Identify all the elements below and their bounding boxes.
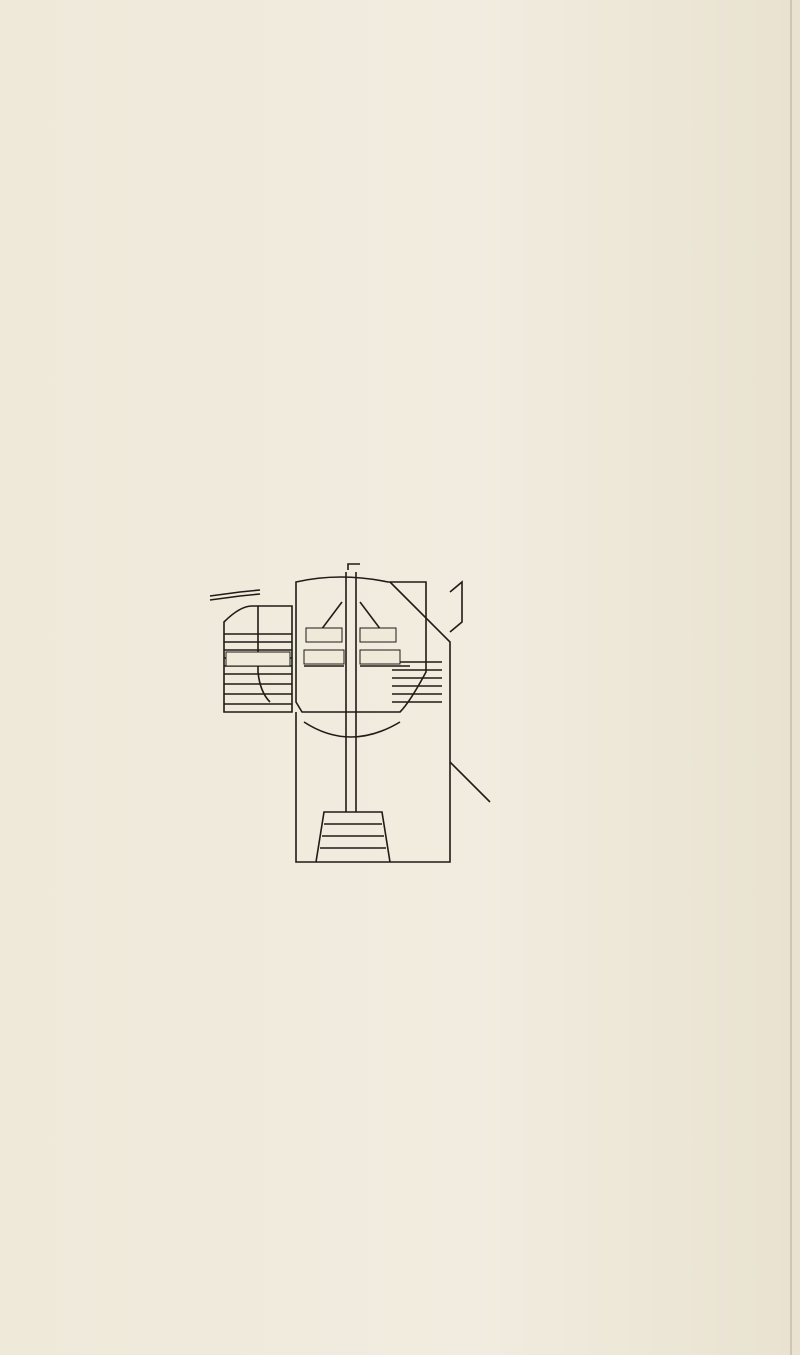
chimney-top	[348, 564, 360, 570]
boiler-handle	[450, 582, 462, 632]
page-edge	[790, 0, 792, 1355]
inhaler-sectional-diagram	[200, 562, 600, 874]
stand-leg	[450, 762, 490, 802]
boiler-right-wall	[390, 582, 450, 762]
spirit-lamp	[316, 812, 390, 862]
diagram-lines	[210, 564, 490, 862]
boiler-floor	[304, 722, 400, 737]
boiler-body	[296, 577, 426, 712]
